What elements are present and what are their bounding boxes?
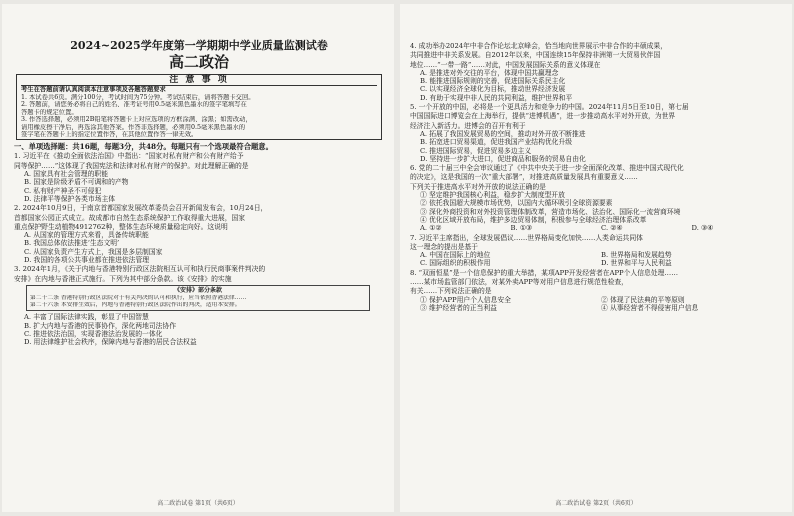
- exam-page-right: [400, 4, 792, 512]
- question-8-statement: ② 体现了民法典的平等原则: [601, 295, 685, 304]
- question-8-text: ……某市场监管部门依法，对某外卖APP等对用户信息进行规范性检查，: [410, 278, 628, 287]
- question-5-text: 5. 一个开放的中国，必将是一个更具活力和竞争力的中国。2024年11月5日至10日，第七届: [410, 103, 689, 112]
- question-5-text: 中国国际进口博览会在上海举行，提供“进博机遇”，进一步推动高水平对外开放，为世界: [410, 112, 676, 121]
- question-8-statement: ③ 维护经营者的正当利益: [420, 303, 497, 312]
- notice-line: 2. 答题前，请您务必将自己的姓名、准考证号用0.5毫米黑色墨水的签字笔填写在: [21, 101, 247, 109]
- question-8-options-row: [410, 304, 782, 312]
- question-4-option-d: D. 有助于实现中非人民的共同利益，维护世界和平: [420, 93, 573, 102]
- question-3-option-d: D. 用法律维护社会秩序，保障内地与香港的居民合法权益: [24, 338, 197, 347]
- page-footer: 高二政治试卷 第1页（共6页）: [157, 500, 239, 507]
- question-6-option-c: C. ②④: [601, 224, 623, 233]
- question-5-option-a: A. 拓展了我国发展贸易的空间，推动对外开放不断推进: [420, 129, 586, 138]
- question-4-option-b: B. 能推进国际规则的完善，促进国际关系民主化: [420, 77, 566, 86]
- question-6-option-a: A. ①②: [420, 224, 442, 233]
- question-8-statement: ④ 从事经营者不得侵害用户信息: [601, 303, 699, 312]
- question-6-choices: [410, 224, 782, 232]
- page-footer: 高二政治试卷 第2页（共6页）: [555, 500, 637, 507]
- question-6-option-d: D. ③④: [691, 224, 714, 233]
- question-3-option-c: C. 推进依法治国，实现香港法治发展的一体化: [24, 329, 163, 338]
- question-2-option-a: A. 从国家的管理方式来看，具备传统职能: [24, 231, 149, 240]
- excerpt-title: 《安排》部分条款: [173, 286, 222, 294]
- notice-line: 1. 本试卷共6页。满分100分，考试时间为75分钟。考试结束后，请将答题卡交回。: [21, 94, 255, 101]
- question-2-option-b: B. 我国总体依法推进‘生态文明’: [24, 239, 120, 248]
- question-1-option-d: D. 法律平等保护各类市场主体: [24, 194, 116, 203]
- notice-line: 请用橡皮擦干净后，再选涂其他答案。作答非选择题，必须用0.5毫米黑色墨水的: [21, 123, 246, 131]
- excerpt-line: 第二十六条 本安排生效后，内地与香港特别行政区法院作出的判决，适用本安排。: [30, 302, 241, 309]
- question-6-statement: ① 坚定维护我国核心利益，稳步扩大制度型开放: [420, 191, 565, 200]
- question-7-text: 这一理念的提出是基于: [410, 242, 478, 251]
- question-1-text: 1. 习近平在《推动全面依法治国》中指出：“国家对私有财产和公有财产给予: [14, 152, 244, 161]
- notice-line: 答题卡的规定位置。: [21, 108, 78, 116]
- excerpt-box: [26, 285, 370, 311]
- question-7-options-row: [410, 259, 782, 267]
- question-7-options-row: [410, 251, 782, 259]
- question-2-text: 2. 2024年10月9日，于南京首都国家发展改革委员会召开新闻发布会，10月24日，: [14, 204, 268, 213]
- question-7-option-b: B. 世界格局和发展趋势: [601, 251, 672, 260]
- question-8-options-row: [410, 296, 782, 304]
- exam-title: 2024~2025学年度第一学期期中学业质量监测试卷: [70, 39, 328, 52]
- question-7-option-a: A. 中国在国际上的地位: [420, 251, 491, 260]
- exam-page-left: [2, 4, 394, 512]
- question-4-text: 4. 成功举办2024年中非合作论坛北京峰会，恰当地向世界展示中非合作的丰硕成果，: [410, 42, 668, 50]
- section-heading: 一、单项选择题：共16题，每题3分，共48分。每题只有一个选项最符合题意。: [14, 142, 273, 152]
- question-7-option-c: C. 国际组织的积极作用: [420, 259, 491, 268]
- question-6-text: 的决定》，这是我国的一次“重大部署”，对推进高质量发展具有重要意义……: [410, 173, 638, 182]
- question-5-option-c: C. 推进国际贸易，促进贸易多边主义: [420, 146, 532, 155]
- question-2-text: 重点保护野生动植物4912762种，整体生态环境质量稳定向好。这说明: [14, 222, 228, 231]
- notice-title: 注 意 事 项: [21, 75, 377, 86]
- question-6-statement: ② 依托我国超大规模市场优势，以国内大循环吸引全球资源要素: [420, 199, 613, 208]
- question-3-option-a: A. 丰富了国际法律实践，彰显了中国智慧: [24, 313, 149, 322]
- notice-line: 签字笔在答题卡上的指定位置作答，在其他位置作答一律无效。: [21, 131, 198, 139]
- question-6-statement: ④ 优化区域开放布局，维护多边贸易体制，积极参与全球经济治理体系改革: [420, 215, 647, 224]
- question-8-text: 8. “双面恒星”是一个信息保护的重大举措，某项APP开发经营者在APP个人信息处理……: [410, 268, 679, 277]
- notice-heading: 考生在答题前请认真阅读本注意事项及各题答题要求: [21, 86, 166, 93]
- question-5-option-b: B. 拓宽进口贸易渠道，促进我国产业结构优化升级: [420, 138, 573, 147]
- question-2-option-c: C. 从国家负责产生方式上，我国是多层制国家: [24, 247, 163, 256]
- question-4-option-a: A. 是推进对外交往的平台，体现中国共赢理念: [420, 68, 559, 77]
- question-7-option-d: D. 世界和平与人民利益: [601, 259, 672, 268]
- question-4-option-c: C. 以实现经济全球化为目标，推动世界经济发展: [420, 85, 566, 94]
- question-3-text: 3. 2024年1月，《关于内地与香港特别行政区法院相互认可和执行民商事案件判决的: [14, 265, 266, 274]
- question-6-text: 6. 党的二十届三中全会审议通过了《中共中央关于进一步全面深化改革、推进中国式现代化: [410, 164, 684, 173]
- question-1-option-a: A. 国家具有社会管理的职能: [24, 170, 108, 179]
- question-4-text: 地位……“一带一路”……对此，中国发展国际关系的意义体现在: [410, 60, 601, 69]
- question-1-option-b: B. 国家是阶级矛盾不可调和的产物: [24, 178, 129, 187]
- question-8-statement: ① 保护APP用户个人信息安全: [420, 295, 511, 304]
- question-2-option-d: D. 我国的各项公共事业都在推进依法管理: [24, 256, 150, 264]
- question-1-text: 同等保护……”这体现了我国宪法和法律对私有财产的保护。对此理解正确的是: [14, 161, 249, 170]
- question-5-text: 经济注入新活力。进博会的召开有利于: [410, 121, 526, 130]
- question-4-text: 共同推进中非关系发展。自2012年以来，中国连续15年保持非洲第一大贸易伙伴国: [410, 51, 661, 60]
- excerpt-line: 第二十二条 香港特别行政区法院对于有关判决的认可和执行，应当依照香港法律……: [30, 294, 247, 301]
- notice-line: 3. 作答选择题，必须用2B铅笔将答题卡上对应选项的方框涂满、涂黑；如需改动，: [21, 116, 252, 124]
- notice-box: [16, 74, 382, 140]
- exam-subject: 高二政治: [168, 53, 229, 71]
- question-3-option-b: B. 扩大内地与香港的民事协作，深化两地司法协作: [24, 321, 177, 330]
- question-7-text: 7. 习近平主席指出，全球发展倡议……世界格局变化加快……人类命运共同体: [410, 233, 643, 242]
- question-3-text: 安排》在内地与香港正式施行。下列为其中部分条款。该《安排》的实施: [14, 274, 232, 283]
- question-5-option-d: D. 坚持进一步扩大进口，促进商品和服务的贸易自由化: [420, 154, 586, 163]
- question-8-text: 有关……下列说法正确的是: [410, 287, 492, 296]
- question-6-text: 下列关于推进高水平对外开放的说法正确的是: [410, 182, 546, 191]
- question-6-option-b: B. ①③: [510, 224, 533, 233]
- question-2-text: 首都国家公园正式成立。故成都市自然生态系统保护工作取得重大进展，国家: [14, 213, 246, 222]
- question-1-option-c: C. 私有财产神圣不可侵犯: [24, 186, 102, 195]
- question-6-statement: ③ 深化外商投资和对外投资管理体制改革，营造市场化、法治化、国际化一流营商环境: [420, 207, 681, 216]
